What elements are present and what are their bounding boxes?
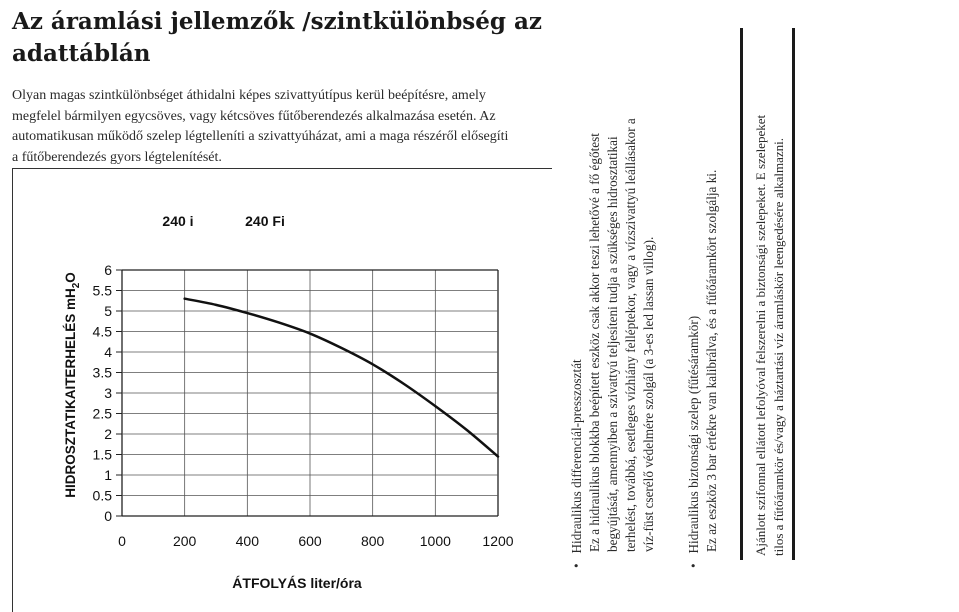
- x-axis-label: ÁTFOLYÁS liter/óra: [232, 575, 362, 591]
- bullet-icon: •: [569, 563, 584, 568]
- item1-line: Ez a hidraulikus blokkba beépített eszköz csak akkor teszi lehetővé a fő égőtest: [586, 133, 602, 552]
- item1-line: begyújtását, amennyiben a szivattyú teljesíteni tudja a szükséges hidrosztatikai: [604, 136, 620, 552]
- x-tick-label: 1000: [419, 533, 451, 549]
- x-tick-label: 200: [172, 533, 197, 549]
- page-title-line-1: Az áramlási jellemzők /szintkülönbség az: [12, 8, 542, 35]
- note-box-right-bar: [792, 28, 795, 560]
- intro-line: automatikusan működő szelep légtelleníti a szivattyúházat, ami a maga részéről elősegíti: [12, 129, 509, 144]
- x-tick-label: 800: [360, 533, 385, 549]
- intro-line: megfelel bármilyen egycsöves, vagy kétcsöves fűtőberendezés alkalmazása esetén. Az: [12, 108, 496, 124]
- x-tick-label: 600: [298, 533, 322, 549]
- y-tick-label: 5: [104, 303, 112, 319]
- note-line: Ajánlott szifonnal ellátott lefolyóval felszerelni a biztonsági szelepeket. E szelepeket: [753, 114, 768, 556]
- item2-title: Hidraulikus biztonsági szelep (fűtésáramkör): [686, 315, 701, 554]
- y-tick-label: 4: [104, 344, 112, 360]
- chart-grid: [116, 270, 498, 516]
- item1-line: víz-füst cserélő védelmére szolgál (a 3-es led lassan villog).: [640, 236, 656, 552]
- intro-line: Olyan magas szintkülönbséget áthidalni képes szivattyútípus kerül beépítésre, amely: [12, 88, 486, 103]
- x-tick-label: 0: [118, 533, 126, 549]
- side-note-item-2: [685, 8, 721, 568]
- y-tick-label: 6: [104, 262, 112, 278]
- y-axis-label-tail: O: [63, 272, 78, 283]
- y-tick-label: 1.5: [92, 446, 112, 463]
- y-tick-label: 1: [104, 467, 112, 483]
- side-note-item-1: [568, 8, 658, 568]
- y-tick-label: 2: [104, 426, 112, 442]
- note-box-text: [752, 36, 787, 556]
- page-title-line-2: adattáblán: [12, 40, 151, 67]
- item1-line: terhelést, továbbá, esetleges vízhiány felléptekor, vagy a vízszivattyú leállásakor a: [622, 118, 638, 552]
- item2-line: Ez az eszköz 3 bar értékre van kalibrálva, és a fűtőáramkört szolgálja ki.: [703, 169, 719, 552]
- y-axis-label: [63, 272, 82, 498]
- x-tick-label: 1200: [482, 533, 514, 549]
- x-axis-ticks: [118, 533, 514, 549]
- y-tick-label: 3.5: [92, 364, 112, 381]
- x-tick-label: 400: [235, 533, 260, 549]
- bullet-icon: •: [686, 563, 701, 568]
- y-tick-label: 5.5: [92, 282, 112, 299]
- note-box-left-bar: [740, 28, 743, 560]
- y-tick-label: 3: [104, 385, 112, 401]
- note-line: tilos a fűtőáramkör és/vagy a háztartási víz áramláskör leengedésére alkalmazni.: [770, 138, 786, 556]
- y-axis-ticks: [93, 262, 113, 524]
- model-label-240fi: 240 Fi: [245, 213, 285, 229]
- pump-curve-line: [185, 299, 498, 457]
- model-label-240i: 240 i: [162, 213, 194, 229]
- item1-title: Hidraulikus differenciál-presszosztát: [569, 359, 584, 554]
- y-axis-label-main: HIDROSZTATIKAITERHELÉS mH: [63, 288, 78, 498]
- y-axis-label-subscript: 2: [71, 282, 82, 289]
- y-tick-label: 4.5: [92, 323, 112, 340]
- intro-line: a fűtőberendezés gyors légtelenítését.: [12, 149, 222, 165]
- y-tick-label: 2.5: [92, 405, 112, 422]
- y-tick-label: 0: [104, 508, 112, 524]
- y-tick-label: 0.5: [92, 487, 112, 504]
